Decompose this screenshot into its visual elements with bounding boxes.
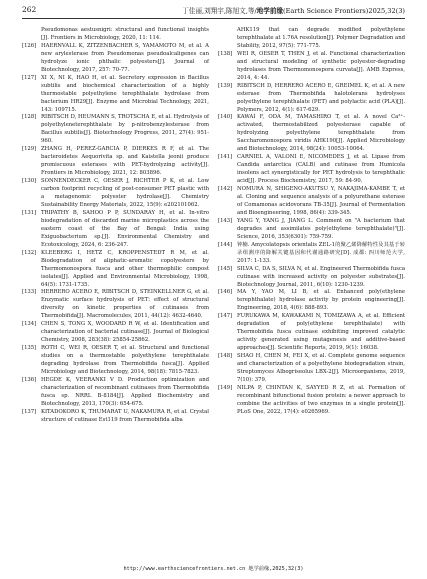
reference-entry	[218, 313, 405, 353]
reference-number: [147]	[218, 313, 233, 320]
reference-entry	[22, 43, 209, 75]
reference-text: 钟楠. Amycolatopsis orientalis ZEL-1的聚乙烯降解特性及其基于转录组测序的降解关键基因和代谢通路研究[D]. 成都: 四川师范大学, 2017: 1-133.	[237, 241, 405, 264]
reference-entry	[218, 289, 405, 313]
reference-text: RIBITSCH D, HEUMANN S, TROTSCHA E, et al. Hydrolysis of polyethyleneterephthalate by p-nitrobenzylesterase from Bacillus subtilis[J]. Biotechnology Progress, 2011, 27(4): 951-960.	[41, 114, 209, 145]
reference-number: [140]	[218, 114, 233, 121]
reference-entry	[218, 114, 405, 154]
reference-text: RIBITSCH D, HERRERO ACERO E, GREIMEL K, et al. A new esterase from Thermobifida halotolerans hydrolyses polyethylene terephthalate (PET) and polylactic acid (PLA)[J]. Polymers, 2012, 4(1): 617-629.	[237, 82, 405, 113]
reference-text: AHK119 that can degrade modified polyethylene terephthalate at 1.76A resolution[J]. Polymer Degradation and Stability, 2012, 97(5): 771-775.	[237, 27, 405, 49]
reference-entry	[22, 146, 209, 178]
reference-text: CHEN S, TONG X, WOODARD R W, et al. Identification and characterization of bacterial cutinase[J]. Journal of Biological Chemistry, 2008, 283(38): 25854-25862.	[41, 321, 209, 344]
reference-text: KITADOKORO K, THUMARAT U, NAKAMURA R, et al. Crystal structure of cutinase Est119 from Thermobifida alba	[41, 408, 209, 423]
reference-number: [148]	[218, 353, 233, 360]
page-number: 262	[22, 5, 37, 14]
reference-entry	[218, 51, 405, 83]
reference-number: [139]	[218, 82, 233, 89]
reference-number: [146]	[218, 289, 233, 296]
reference-number: [129]	[22, 146, 37, 153]
reference-entry	[218, 186, 405, 218]
reference-text: YANG Y, YANG J, JIANG L. Comment on "A bacterium that degrades and assimilates poly(ethylene terephthalate)"[J]. Science, 2016, 353(6301): 759-759.	[237, 217, 405, 240]
right-column	[218, 27, 405, 561]
reference-text: Pseudomonas aestusnigri: structural and functional insights [J]. Frontiers in Microbiology, 2020, 11: 114.	[41, 27, 209, 41]
reference-text: SILVA C, DA S, SILVA N, et al. Engineered Thermobifida fusca cutinase with increased activity on polyester substrates[J]. Biotechnology Journal, 2011, 6(10): 1230-1239.	[237, 265, 405, 288]
reference-text: ZHANG H, PEREZ-GARCIA P, DIERKES R F, et al. The bacteroidetes Aequorivita sp. and Kaistella jeonii produce promiscuous esterases with PET-hydrolyzing activity[J]. Frontiers in Microbiology, 2021, 12: 803896.	[41, 146, 209, 177]
left-column	[22, 27, 209, 561]
reference-number: [142]	[218, 186, 233, 193]
reference-number: [137]	[22, 408, 37, 415]
reference-text: HERRERO ACERO E, RIBITSCH D, STEINKELLNER G, et al. Enzymatic surface hydrolysis of PET: effect of structural diversity on kinetic properties of cutinases from Thermobifida[J]. Macromolecules, 2011, 44(12): 4632-4640.	[41, 289, 209, 320]
reference-text: ROTH C, WEI R, OESER T, et al. Structural and functional studies on a thermostable polyethylene terephthalate degrading hydrolase from Thermobifida fusca[J]. Applied Microbiology and Biotechnology, 2014, 98(18): 7815-7823.	[41, 345, 209, 375]
reference-entry	[22, 345, 209, 377]
reference-entry	[22, 289, 209, 321]
reference-text: HEGDE K, VEERANKI V D. Production optimization and characterization of recombinant cutinases from Thermobifida fusca sp. NRRL B-8184[J]. Applied Biochemistry and Biotechnology, 2013, 170(3): 654-675.	[41, 376, 209, 407]
reference-entry	[22, 409, 209, 425]
reference-text: WEI R, OESER T, THEN J, et al. Functional characterization and structural modeling of synthetic polyester-degrading hydrolases from Thermomonospora curvata[J]. AMB Express, 2014, 4: 44.	[237, 50, 405, 81]
reference-entry	[218, 218, 405, 242]
reference-entry	[22, 377, 209, 409]
reference-number: [136]	[22, 376, 37, 383]
reference-entry	[218, 385, 405, 417]
reference-entry	[22, 27, 209, 43]
running-header-journal-en: (Earth Science Frontiers)2025,32(3)	[283, 7, 405, 15]
page-header	[22, 4, 405, 19]
reference-entry	[218, 83, 405, 115]
reference-entry	[22, 75, 209, 115]
reference-text: NILPA P, CHINTAN K, SAYYED R Z, et al. Formation of recombinant bifunctional fusion protein: a newer approach to combine the activities of two enzymes in a single protein[J]. PLoS One, 2022, 17(4): e0265969.	[237, 384, 405, 415]
reference-entry	[22, 114, 209, 146]
reference-number: [143]	[218, 217, 233, 224]
reference-text: NOMURA N, SHIGENO-AKUTSU Y, NAKAJIMA-KAMBE T, et al. Cloning and sequence analysis of a polyurethane esterase of Comamonas acidovorans TB-35[J]. Journal of Fermentation and Bioengineering, 1998, 86(4): 339-345.	[237, 186, 405, 216]
reference-entry	[218, 242, 405, 266]
reference-number: [126]	[22, 42, 37, 49]
reference-number: [132]	[22, 249, 37, 256]
page-footer: http://www.earthsciencefrontiers.net.cn 地学前缘,2025,32(3)	[123, 566, 304, 572]
reference-text: HAERNVALL K, ZITZENBACHER S, YAMAMOTO M, et al. A new arylesterase from Pseudomonas pseudoalcaligenes can hydrolyze ionic phthalic polyesters[J]. Journal of Biotechnology, 2017, 257: 70-77.	[41, 42, 209, 73]
reference-number: [149]	[218, 384, 233, 391]
reference-number: [145]	[218, 265, 233, 272]
reference-entry	[22, 178, 209, 210]
reference-text: TRIPATHY B, SAHOO P P, SUNDARAY H, et al. In-vitro biodegradation of discarded marine microplastics across the eastern coast of the Bay of Bengal: India using Exiguobacterium sp.[J]. Environmental Chemistry and Ecotoxicology, 2024, 6: 236-247.	[41, 209, 209, 248]
reference-text: KLEEBERG I, HETZ C, KROPPENSTEDT R M, et al. Biodegradation of aliphatic-aromatic copolyesters by Thermomonospora fusca and other thermophilic compost isolates[J]. Applied and Environmental Microbiology, 1998, 64(5): 1731-1735.	[41, 249, 209, 288]
reference-number: [130]	[22, 178, 37, 185]
reference-text: FURUKAWA M, KAWAKAMI N, TOMIZAWA A, et al. Efficient degradation of poly(ethylene terephthalate) with Thermobifida fusca cutinase exhibiting improved catalytic activity generated using mutagenesis and additive-based approaches[J]. Scientific Reports, 2019, 9(1): 16038.	[237, 313, 405, 352]
reference-entry	[218, 154, 405, 186]
reference-number: [141]	[218, 154, 233, 161]
reference-entry	[218, 353, 405, 385]
reference-entry	[218, 27, 405, 51]
running-header	[182, 5, 405, 15]
reference-number: [127]	[22, 74, 37, 81]
reference-entry	[22, 321, 209, 345]
reference-text: XI X, NI K, HAO H, et al. Secretory expression in Bacillus subtilis and biochemical characterization of a highly thermostable polyethylene terephthalate hydrolase from bacterium HR29[J]. Enzyme and Microbial Technology, 2021, 143: 109715.	[41, 74, 209, 113]
reference-number: [134]	[22, 321, 37, 328]
reference-number: [138]	[218, 50, 233, 57]
running-header-authors: 丁佳丽,刘翔宇,陈旭文,等/	[182, 7, 257, 15]
reference-text: SONNENDECKER C, OESER J, RICHTER P K, et al. Low carbon footprint recycling of post-consumer PET plastic with a metagenomic polyester hydrolase[J]. Chemistry Sustainability Energy Materials, 2022, 15(9): e202101062.	[41, 178, 209, 208]
reference-entry	[22, 250, 209, 290]
reference-text: KAWAI F, ODA M, TAMASHIRO T, et al. A novel Ca²⁺-activated, thermostabilized polyesterase capable of hydrolyzing polyethylene terephthalate from Saccharomonospora viridis AHK190[J]. Applied Microbiology and Biotechnology, 2014, 98(24): 10053-10064.	[237, 114, 405, 153]
reference-number: [135]	[22, 345, 37, 352]
reference-text: SHAO H, CHEN M, FEI X, et al. Complete genome sequence and characterization of a polyethylene biodegradation strain, Streptomyces Albogriseolus LBX-2[J]. Microorganisms, 2019, 7(10): 379.	[237, 353, 405, 383]
running-header-journal: 地学前缘	[256, 7, 284, 15]
reference-entry	[218, 266, 405, 290]
reference-text: CARNIEL A, VALONI E, NICOMEDES J, et al. Lipase from Candida antarctica (CALB) and cutinase from Humicola insolens act synergistically for PET hydrolysis to terephthalic acid[J]. Process Biochemistry, 2017, 59: 84-90.	[237, 154, 405, 185]
reference-number: [133]	[22, 289, 37, 296]
reference-number: [131]	[22, 209, 37, 216]
reference-number: [128]	[22, 114, 37, 121]
reference-number: [144]	[218, 241, 233, 248]
reference-text: MA Y, YAO M, LI B, et al. Enhanced poly(ethylene terephthalate) hydrolase activity by protein engineering[J]. Engineering, 2018, 4(6): 888-893.	[237, 289, 405, 312]
references-body	[22, 27, 405, 561]
reference-entry	[22, 210, 209, 250]
